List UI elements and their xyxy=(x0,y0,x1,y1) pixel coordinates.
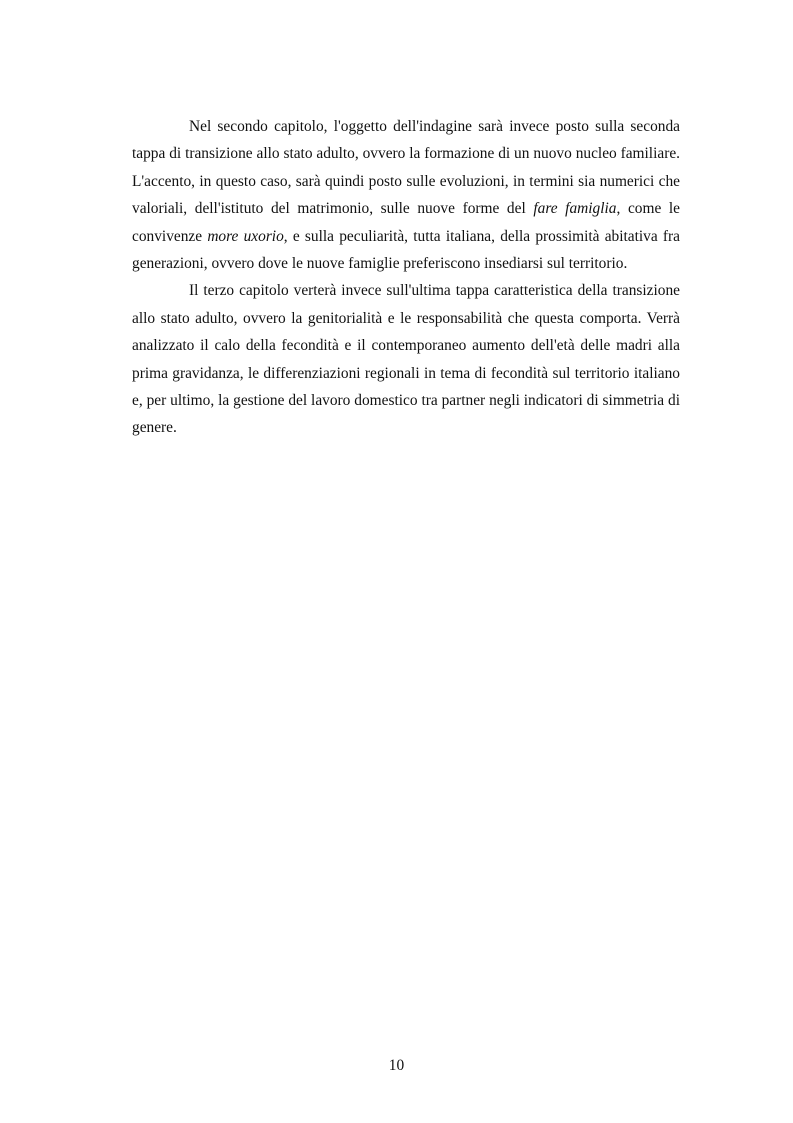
paragraph-second-chapter xyxy=(132,113,680,277)
text-segment: , come le convivenze xyxy=(132,200,680,245)
text-segment: , e sulla peculiarità, tutta italiana, della prossimità abitativa fra generazioni, ovvero dove le nuove famiglie preferiscono insediarsi sul territorio. xyxy=(132,227,680,273)
body-text xyxy=(132,113,680,442)
italic-term-more-uxorio: more uxorio xyxy=(207,227,284,245)
italic-term-fare-famiglia: fare famiglia xyxy=(533,200,617,218)
paragraph-third-chapter xyxy=(132,277,680,441)
text-segment: Il terzo capitolo verterà invece sull'ultima tappa caratteristica della transizione allo stato adulto, ovvero la genitorialità e le responsabilità che questa comporta. Verrà analizzato il calo della fecondità e il contemporaneo aumento dell'età delle madri alla prima gravidanza, le differenziazioni regionali in tema di fecondità sul territorio italiano e, per ultimo, la gestione del lavoro domestico tra partner negli indicatori di simmetria di genere. xyxy=(132,282,680,437)
text-segment: Nel secondo capitolo, l'oggetto dell'indagine sarà invece posto sulla seconda tappa di transizione allo stato adulto, ovvero la formazione di un nuovo nucleo familiare. L'accento, in questo caso, sarà quindi posto sulle evoluzioni, in termini sia numerici che valoriali, dell'istituto del matrimonio, sulle nuove forme del xyxy=(132,118,680,218)
page-number: 10 xyxy=(388,1057,405,1074)
